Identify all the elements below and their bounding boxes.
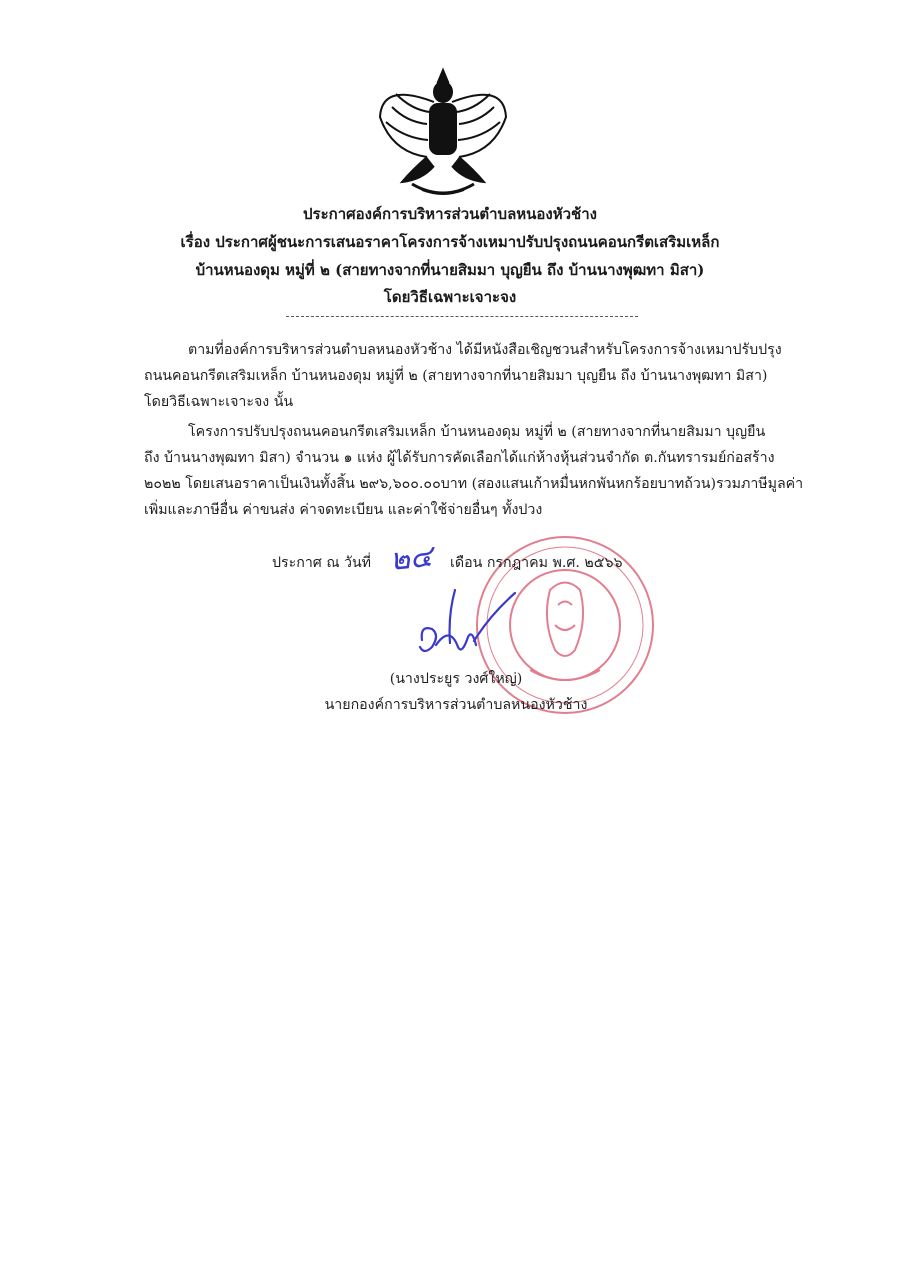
subject-method: โดยวิธีเฉพาะเจาะจง: [383, 288, 517, 306]
announce-prefix: ประกาศ ณ วันที่: [272, 555, 372, 571]
paragraph-2-line: โครงการปรับปรุงถนนคอนกรีตเสริมเหล็ก บ้านหนองดุม หมู่ที่ ๒ (สายทางจากที่นายสิมมา บุญยืน: [188, 424, 766, 440]
garuda-emblem-icon: [372, 62, 514, 202]
subject-line: เรื่อง ประกาศผู้ชนะการเสนอราคาโครงการจ้างเหมาปรับปรุงถนนคอนกรีตเสริมเหล็ก: [180, 233, 720, 251]
paragraph-2-line: เพิ่มและภาษีอื่น ค่าขนส่ง ค่าจดทะเบียน และค่าใช้จ่ายอื่นๆ ทั้งปวง: [144, 502, 543, 518]
paragraph-1-line: โดยวิธีเฉพาะเจาะจง นั้น: [144, 394, 294, 410]
handwritten-day: ๒๔: [388, 538, 435, 579]
signer-title: นายกองค์การบริหารส่วนตำบลหนองหัวช้าง: [324, 697, 588, 713]
paragraph-1-line: ถนนคอนกรีตเสริมเหล็ก บ้านหนองดุม หมู่ที่ ๒ (สายทางจากที่นายสิมมา บุญยืน ถึง บ้านนางพุฒทา มิสา): [144, 368, 768, 384]
subject-line-2: บ้านหนองดุม หมู่ที่ ๒ (สายทางจากที่นายสิมมา บุญยืน ถึง บ้านนางพุฒทา มิสา): [195, 261, 705, 279]
announce-month-year: เดือน กรกฎาคม พ.ศ. ๒๕๖๖: [450, 555, 623, 571]
announcement-title: ประกาศองค์การบริหารส่วนตำบลหนองหัวช้าง: [303, 205, 597, 223]
signer-name: (นางประยูร วงศ์ใหญ่): [389, 671, 523, 687]
paragraph-2-line: ๒๐๒๒ โดยเสนอราคาเป็นเงินทั้งสิ้น ๒๙๖,๖๐๐.๐๐บาท (สองแสนเก้าหมื่นหกพันหกร้อยบาทถ้วน)รวมภาษีมูลค่า: [144, 476, 804, 492]
divider: [286, 316, 638, 317]
paragraph-2: [144, 419, 816, 523]
announce-date-row: [272, 552, 622, 574]
paragraph-1-line: ตามที่องค์การบริหารส่วนตำบลหนองหัวช้าง ได้มีหนังสือเชิญชวนสำหรับโครงการจ้างเหมาปรับปรุง: [188, 342, 782, 358]
handwritten-signature: [410, 585, 520, 665]
paragraph-2-line: ถึง บ้านนางพุฒทา มิสา) จำนวน ๑ แห่ง ผู้ได้รับการคัดเลือกได้แก่ห้างหุ้นส่วนจำกัด ต.กันทรารมย์ก่อสร้าง: [144, 450, 775, 466]
paragraph-1: [144, 337, 816, 415]
